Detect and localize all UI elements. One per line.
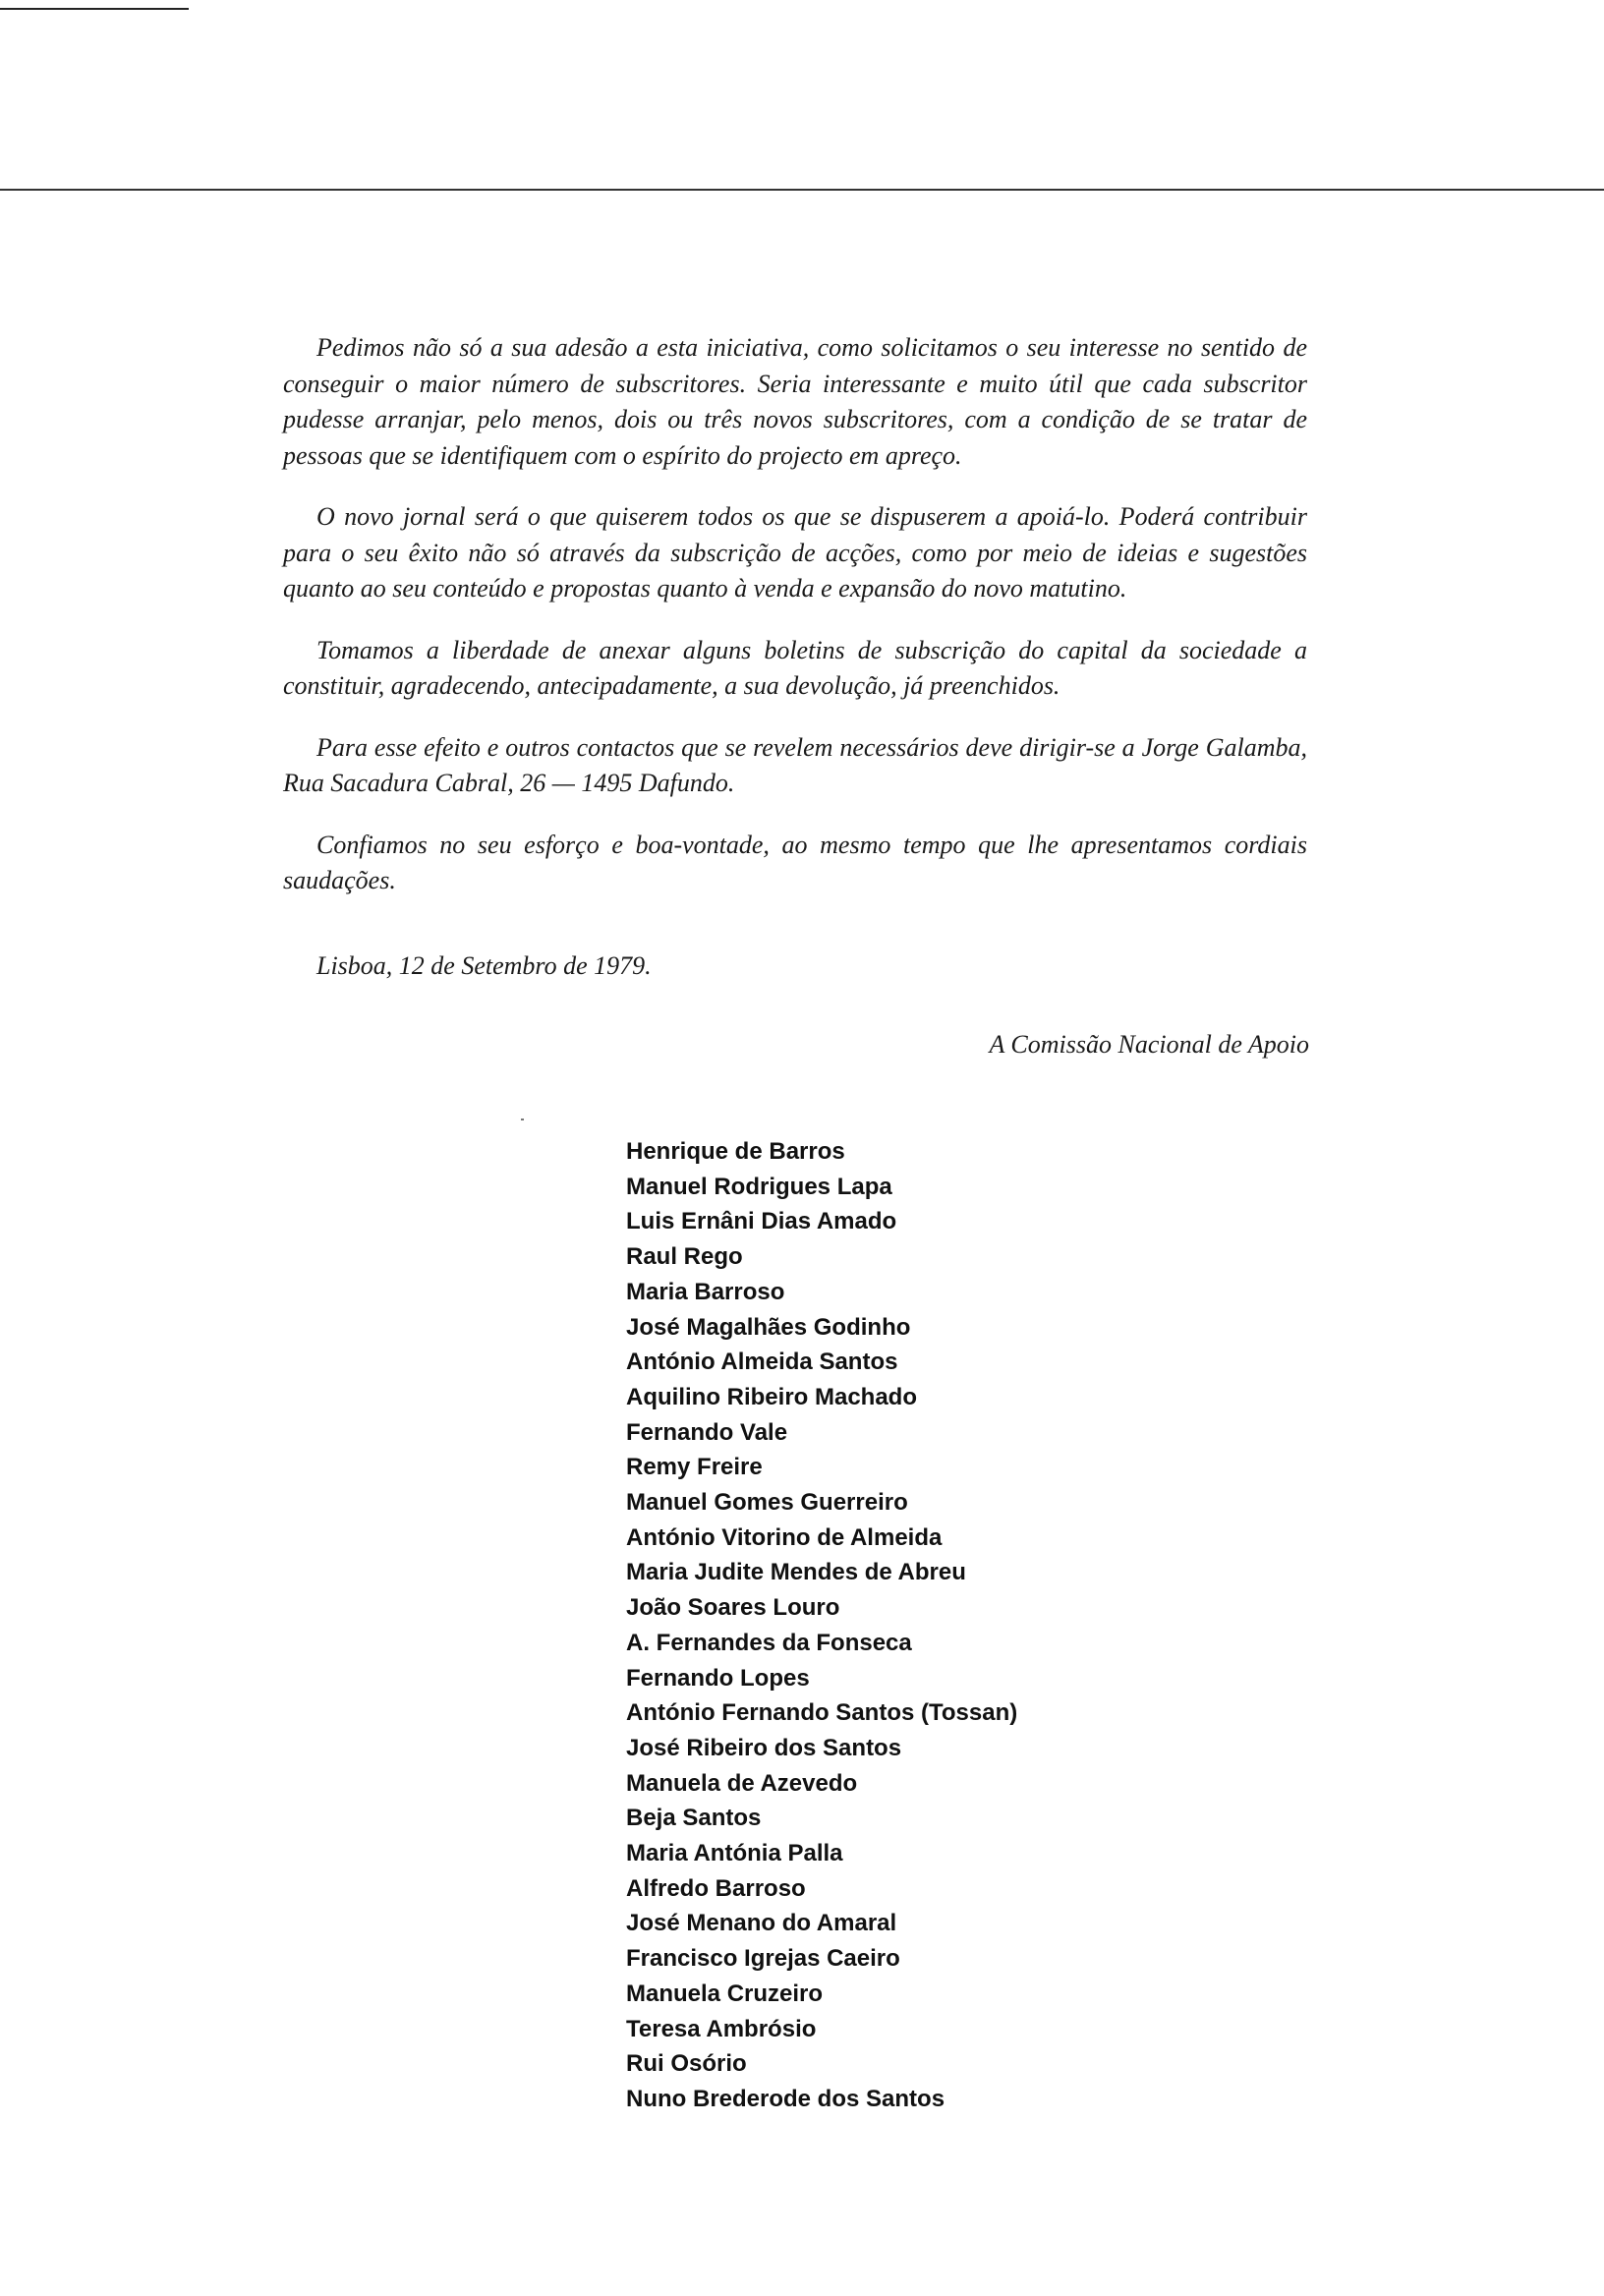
signatory-name: Raul Rego [626,1243,743,1271]
signatory-name: António Almeida Santos [626,1349,898,1376]
signatory-name: Manuela de Azevedo [626,1769,858,1797]
signatory-name: Maria Judite Mendes de Abreu [626,1559,966,1586]
signatory-name: Teresa Ambrósio [626,2015,817,2042]
letter-paragraph: Para esse efeito e outros contactos que se revelem necessários deve dirigir-se a Jorge Galamba, Rua Sacadura Cabral, 26 — 1495 Dafundo. [283,732,1307,797]
signatory-name: Aquilino Ribeiro Machado [626,1383,918,1410]
letter-paragraph: O novo jornal será o que quiserem todos os que se dispuserem a apoiá-lo. Poderá contribuir para o seu êxito não só através da subscrição de acções, como por meio de ideias e sugestões quanto ao seu conteúdo e propostas quanto à venda e expansão do novo matutino. [283,502,1307,603]
signatory-name: Henrique de Barros [626,1138,845,1165]
header-rule [0,189,1604,191]
signatory-name: João Soares Louro [626,1594,840,1622]
signatory-name: José Magalhães Godinho [626,1313,911,1341]
signatory-name: Luis Ernâni Dias Amado [626,1208,897,1235]
signatories-list [626,1134,1017,2117]
signatory-name: Rui Osório [626,2050,747,2078]
signatory-name: Nuno Brederode dos Santos [626,2085,945,2112]
signatory-name: Maria Antónia Palla [626,1840,843,1867]
signatory-name: Manuel Rodrigues Lapa [626,1173,892,1200]
signatory-name: Fernando Lopes [626,1664,810,1692]
letter-paragraph: Tomamos a liberdade de anexar alguns boletins de subscrição do capital da sociedade a constituir, agradecendo, antecipadamente, a sua devolução, já preenchidos. [283,635,1307,700]
signature-organization: A Comissão Nacional de Apoio [989,1030,1309,1059]
signatory-name: A. Fernandes da Fonseca [626,1629,912,1656]
letter-body [283,330,1307,925]
top-corner-rule [0,8,189,10]
signatory-name: António Fernando Santos (Tossan) [626,1699,1018,1727]
signatory-name: Manuel Gomes Guerreiro [626,1489,908,1517]
date-line: Lisboa, 12 de Setembro de 1979. [316,951,652,980]
signatory-name: Remy Freire [626,1454,763,1481]
letter-paragraph: Pedimos não só a sua adesão a esta iniciativa, como solicitamos o seu interesse no sentido de conseguir o maior número de subscritores. Seria interessante e muito útil que cada subscritor pudesse arranjar, pelo menos, dois ou três novos subscritores, com a condição de se tratar de pessoas que se identifiquem com o espírito do projecto em apreço. [283,333,1307,470]
signatory-name: José Ribeiro dos Santos [626,1734,902,1761]
signatory-name: Alfredo Barroso [626,1874,806,1902]
signatory-name: Maria Barroso [626,1278,785,1305]
letter-paragraph: Confiamos no seu esforço e boa-vontade, ao mesmo tempo que lhe apresentamos cordiais saudações. [283,830,1307,894]
signatory-name: Fernando Vale [626,1418,788,1446]
signatory-name: Beja Santos [626,1805,762,1832]
scan-speck [521,1119,524,1120]
signatory-name: Francisco Igrejas Caeiro [626,1945,900,1973]
signatory-name: José Menano do Amaral [626,1910,897,1937]
signatory-name: António Vitorino de Almeida [626,1523,943,1551]
signatory-name: Manuela Cruzeiro [626,1980,824,2007]
